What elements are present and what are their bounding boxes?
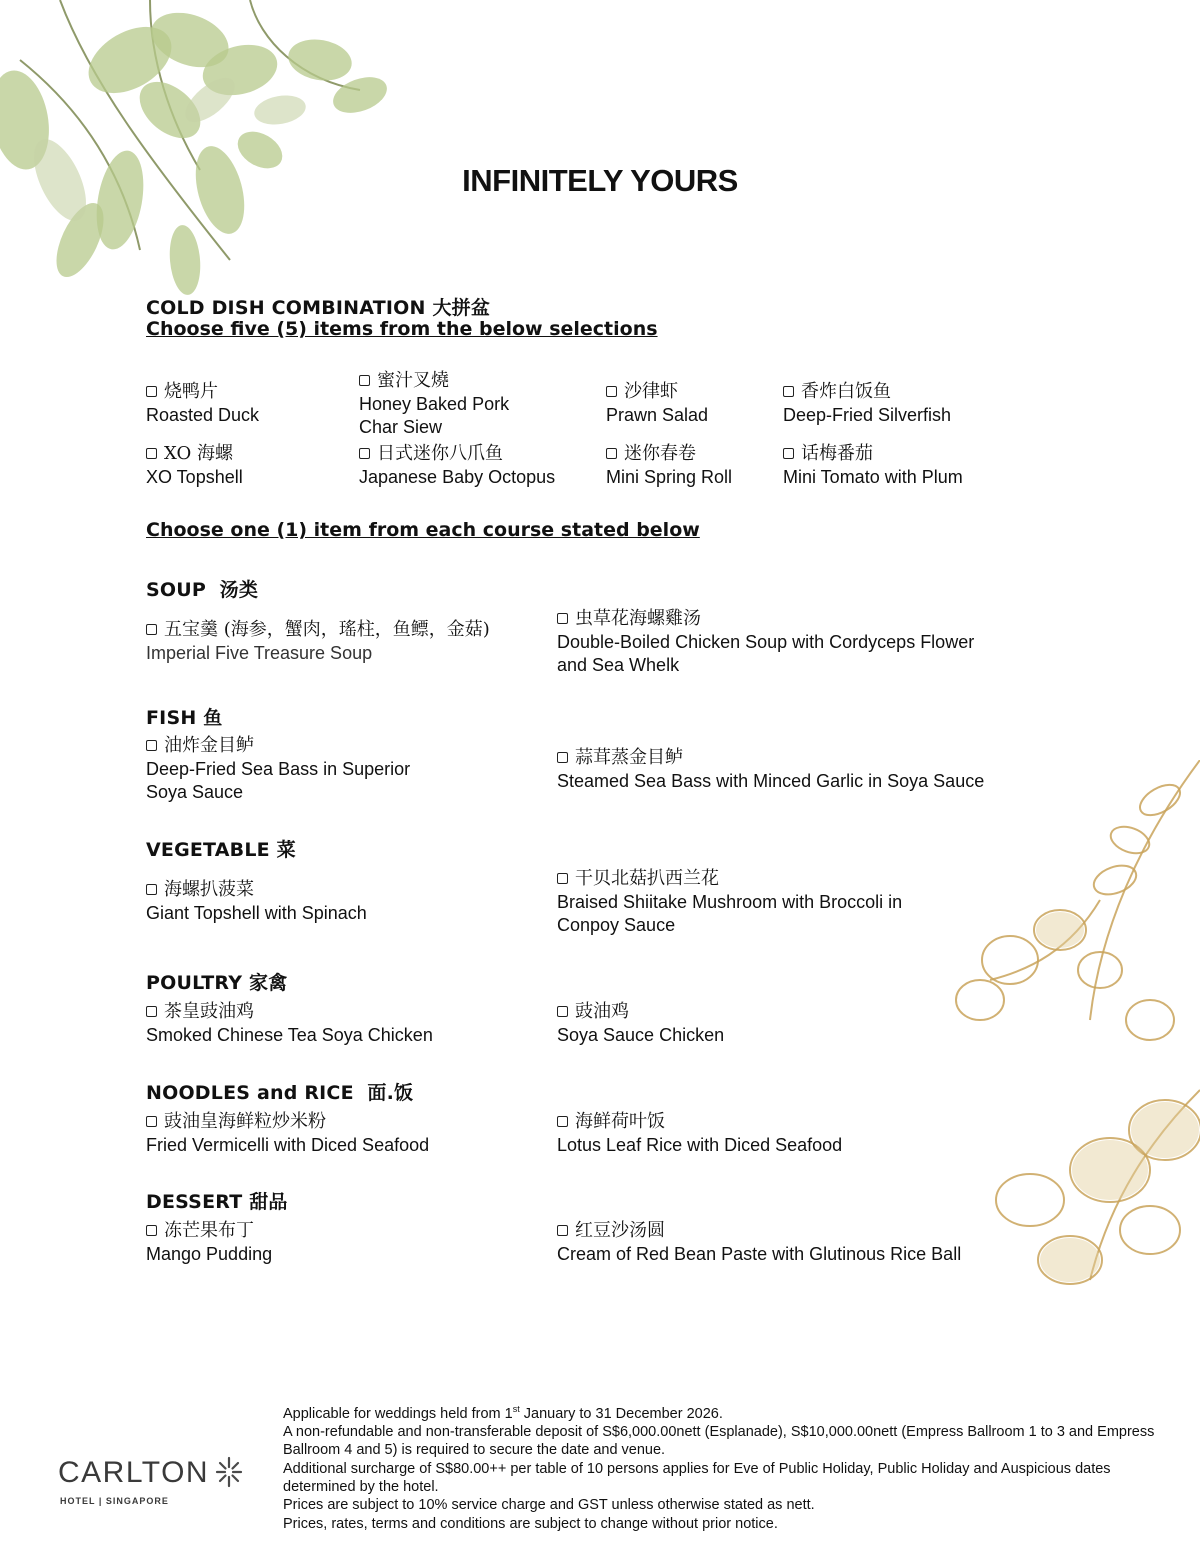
item-zh: 海鲜荷叶饭 <box>575 1111 665 1132</box>
page-title: INFINITELY YOURS <box>462 163 738 198</box>
noodles-heading-zh: 面.饭 <box>367 1082 414 1104</box>
checkbox-icon[interactable] <box>557 1006 568 1017</box>
fish-heading-en: FISH <box>146 707 197 729</box>
fish-option-a[interactable] <box>146 734 410 804</box>
item-zh: 日式迷你八爪鱼 <box>377 443 503 464</box>
item-zh: 冻芒果布丁 <box>164 1220 254 1241</box>
item-en: Giant Topshell with Spinach <box>146 903 367 923</box>
dessert-option-b[interactable] <box>557 1219 961 1266</box>
item-en: Honey Baked Pork <box>359 394 510 414</box>
checkbox-icon[interactable] <box>606 386 617 397</box>
item-zh: 油炸金目鲈 <box>164 735 254 756</box>
item-zh: 虫草花海螺雞汤 <box>575 608 701 629</box>
item-zh: 茶皇豉油鸡 <box>164 1001 254 1022</box>
cold-item-spring-roll[interactable] <box>606 442 732 489</box>
terms-line-1-sup: st <box>512 1404 520 1414</box>
cold-dish-heading <box>146 293 490 320</box>
item-en-line2: and Sea Whelk <box>557 655 680 675</box>
vegetable-heading-en: VEGETABLE <box>146 839 270 861</box>
item-en-line2: Soya Sauce <box>146 782 244 802</box>
item-en: Smoked Chinese Tea Soya Chicken <box>146 1025 433 1045</box>
item-zh: 香炸白饭鱼 <box>801 381 891 402</box>
item-en: Mango Pudding <box>146 1244 273 1264</box>
checkbox-icon[interactable] <box>557 613 568 624</box>
checkbox-icon[interactable] <box>783 448 794 459</box>
item-zh: 豉油鸡 <box>575 1001 629 1022</box>
item-en: Soya Sauce Chicken <box>557 1025 725 1045</box>
checkbox-icon[interactable] <box>146 740 157 751</box>
terms-footer <box>283 1400 1163 1533</box>
checkbox-icon[interactable] <box>606 448 617 459</box>
item-zh: 豉油皇海鲜粒炒米粉 <box>164 1111 326 1132</box>
soup-heading-zh: 汤类 <box>219 579 259 601</box>
carlton-logo-wordmark: CARLTON <box>58 1456 210 1489</box>
item-zh: 红豆沙汤圆 <box>575 1220 665 1241</box>
checkbox-icon[interactable] <box>557 873 568 884</box>
item-en: Imperial Five Treasure Soup <box>146 643 373 663</box>
poultry-heading <box>146 968 287 995</box>
dessert-heading-en: DESSERT <box>146 1191 243 1213</box>
poultry-heading-en: POULTRY <box>146 972 243 994</box>
terms-line-3: Additional surcharge of S$80.00++ per table of 10 persons applies for Eve of Public Holiday, Public Holiday and Auspicious dates determined by the hotel. <box>283 1460 1111 1496</box>
cold-dish-heading-en: COLD DISH COMBINATION <box>146 297 426 319</box>
checkbox-icon[interactable] <box>557 1116 568 1127</box>
item-zh: 五宝羹 (海参，蟹肉，瑤柱，鱼鳔，金菇) <box>164 619 490 640</box>
item-zh: 沙律虾 <box>624 381 678 402</box>
item-en: Lotus Leaf Rice with Diced Seafood <box>557 1135 843 1155</box>
item-zh: 蜜汁叉燒 <box>377 370 449 391</box>
vegetable-heading <box>146 835 296 862</box>
item-zh: 话梅番茄 <box>801 443 873 464</box>
carlton-logo-subtitle: HOTEL | SINGAPORE <box>60 1496 169 1506</box>
item-en: Double-Boiled Chicken Soup with Cordyceps Flower <box>557 632 975 652</box>
checkbox-icon[interactable] <box>146 624 157 635</box>
terms-line-4: Prices are subject to 10% service charge and GST unless otherwise stated as nett. <box>283 1497 815 1514</box>
checkbox-icon[interactable] <box>146 1225 157 1236</box>
item-en: Cream of Red Bean Paste with Glutinous Rice Ball <box>557 1244 962 1264</box>
cold-item-tomato-plum[interactable] <box>783 442 963 489</box>
cold-item-baby-octopus[interactable] <box>359 442 555 489</box>
checkbox-icon[interactable] <box>359 375 370 386</box>
fish-heading-zh: 鱼 <box>203 707 223 729</box>
vegetable-option-a[interactable] <box>146 878 367 925</box>
soup-option-b[interactable] <box>557 607 974 677</box>
poultry-option-b[interactable] <box>557 1000 724 1047</box>
cold-dish-heading-zh: 大拼盆 <box>432 297 491 319</box>
cold-item-silverfish[interactable] <box>783 380 951 427</box>
soup-option-a[interactable] <box>146 618 490 665</box>
noodles-heading-en: NOODLES and RICE <box>146 1082 354 1104</box>
item-zh: 海螺扒菠菜 <box>164 879 254 900</box>
checkbox-icon[interactable] <box>359 448 370 459</box>
poultry-option-a[interactable] <box>146 1000 433 1047</box>
terms-line-1 <box>283 1400 1163 1423</box>
item-en: Mini Tomato with Plum <box>783 467 963 487</box>
vegetable-option-b[interactable] <box>557 867 902 937</box>
dessert-heading <box>146 1187 288 1214</box>
item-en: Fried Vermicelli with Diced Seafood <box>146 1135 430 1155</box>
noodles-heading <box>146 1078 413 1105</box>
cold-item-prawn-salad[interactable] <box>606 380 708 427</box>
dessert-option-a[interactable] <box>146 1219 272 1266</box>
soup-heading-en: SOUP <box>146 579 206 601</box>
checkbox-icon[interactable] <box>146 1116 157 1127</box>
gold-leaves-decoration <box>950 760 1200 1320</box>
terms-line-1-post: January to 31 December 2026. <box>519 1405 723 1422</box>
item-en-line2: Conpoy Sauce <box>557 915 676 935</box>
item-en: Prawn Salad <box>606 405 709 425</box>
course-instruction: Choose one (1) item from each course stated below <box>146 519 700 541</box>
soup-heading <box>146 575 258 602</box>
item-zh: 干贝北菇扒西兰花 <box>575 868 719 889</box>
item-en: Roasted Duck <box>146 405 260 425</box>
fish-heading <box>146 703 222 730</box>
poultry-heading-zh: 家禽 <box>249 972 288 994</box>
noodles-option-a[interactable] <box>146 1110 429 1157</box>
item-en: XO Topshell <box>146 467 243 487</box>
cold-item-roasted-duck[interactable] <box>146 380 259 427</box>
cold-item-char-siew[interactable] <box>359 369 509 439</box>
item-zh: XO 海螺 <box>164 443 233 464</box>
checkbox-icon[interactable] <box>146 884 157 895</box>
checkbox-icon[interactable] <box>146 448 157 459</box>
vegetable-heading-zh: 菜 <box>276 839 296 861</box>
checkbox-icon[interactable] <box>557 752 568 763</box>
item-zh: 迷你春卷 <box>624 443 696 464</box>
item-en: Steamed Sea Bass with Minced Garlic in Soya Sauce <box>557 771 985 791</box>
terms-line-2: A non-refundable and non-transferable deposit of S$6,000.00nett (Esplanade), S$10,000.00nett (Empress Ballroom 1 to 3 and Empress Ballroom 4 and 5) is required to secure the date and venue. <box>283 1424 1155 1459</box>
carlton-star-icon <box>214 1455 244 1489</box>
item-en: Mini Spring Roll <box>606 467 733 487</box>
item-zh: 烧鸭片 <box>164 381 218 402</box>
checkbox-icon[interactable] <box>146 1006 157 1017</box>
item-en: Deep-Fried Sea Bass in Superior <box>146 759 411 779</box>
checkbox-icon[interactable] <box>783 386 794 397</box>
item-en: Braised Shiitake Mushroom with Broccoli in <box>557 892 903 912</box>
terms-line-5: Prices, rates, terms and conditions are subject to change without prior notice. <box>283 1515 778 1532</box>
item-en: Japanese Baby Octopus <box>359 467 556 487</box>
item-en: Deep-Fried Silverfish <box>783 405 952 425</box>
checkbox-icon[interactable] <box>146 386 157 397</box>
dessert-heading-zh: 甜品 <box>249 1191 288 1213</box>
cold-dish-instruction: Choose five (5) items from the below selections <box>146 318 658 340</box>
item-en-line2: Char Siew <box>359 417 443 437</box>
terms-line-1-pre: Applicable for weddings held from 1 <box>283 1405 513 1422</box>
checkbox-icon[interactable] <box>557 1225 568 1236</box>
cold-item-xo-topshell[interactable] <box>146 442 243 489</box>
noodles-option-b[interactable] <box>557 1110 842 1157</box>
item-zh: 蒜茸蒸金目鲈 <box>575 747 683 768</box>
fish-option-b[interactable] <box>557 746 984 793</box>
